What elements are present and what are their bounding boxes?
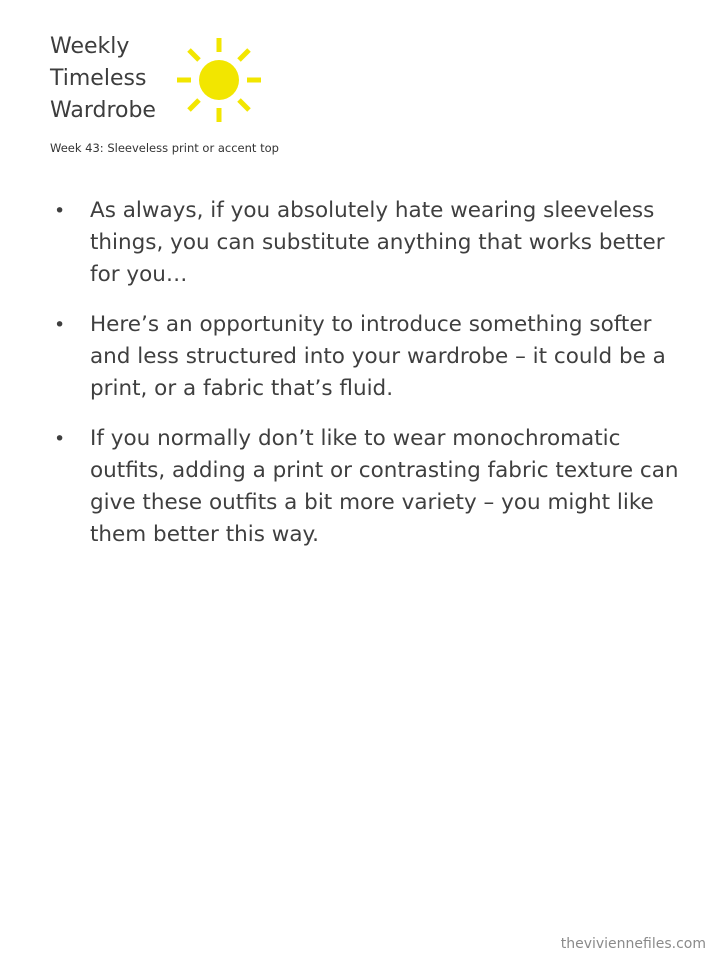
week-subtitle: Week 43: Sleeveless print or accent top bbox=[50, 141, 279, 155]
list-item bbox=[52, 309, 692, 405]
title-line-weekly: Weekly bbox=[50, 34, 130, 59]
bullet-text: If you normally don’t like to wear monochromatic outfits, adding a print or contrasting fabric texture can give these outfits a bit more variety – you might like them better this way. bbox=[90, 426, 679, 547]
sun-icon bbox=[175, 36, 263, 124]
bullet-list bbox=[52, 195, 692, 569]
bullet-marker: • bbox=[54, 314, 66, 336]
bullet-marker: • bbox=[54, 200, 66, 222]
bullet-marker: • bbox=[54, 428, 66, 450]
bullet-text: Here’s an opportunity to introduce something softer and less structured into your wardrobe – it could be a print, or a fabric that’s fluid. bbox=[90, 312, 666, 401]
title-line-timeless: Timeless bbox=[50, 66, 147, 91]
list-item bbox=[52, 195, 692, 291]
page-title bbox=[50, 31, 156, 127]
list-item bbox=[52, 423, 692, 551]
title-line-wardrobe: Wardrobe bbox=[50, 98, 156, 123]
bullet-text: As always, if you absolutely hate wearing sleeveless things, you can substitute anything that works better for you… bbox=[90, 198, 665, 287]
site-watermark: theviviennefiles.com bbox=[560, 936, 706, 952]
